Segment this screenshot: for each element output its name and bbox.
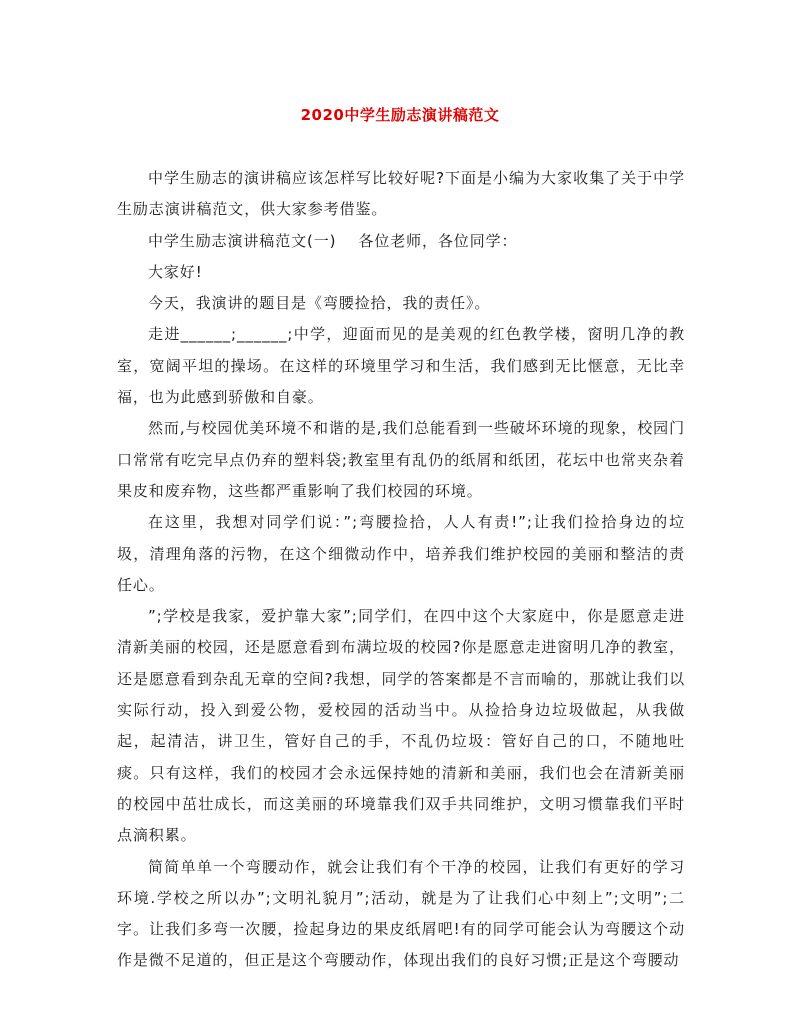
document-title: 2020中学生励志演讲稿范文 — [300, 106, 500, 124]
section-heading: 中学生励志演讲稿范文(一) — [148, 231, 337, 250]
paragraph-greeting: 大家好! — [148, 262, 203, 281]
paragraph-problem: 然而,与校园优美环境不和谐的是,我们总能看到一些破坏环境的现象，校园门口常常有吃完早点仍弃的塑料袋;教室里有乱仍的纸屑和纸团，花坛中也常夹杂着果皮和废弃物，这些都严重影响了我们校园的环境。 — [117, 419, 685, 500]
document-body — [117, 163, 685, 977]
paragraph-home: ”;学校是我家，爱护靠大家”;同学们，在四中这个大家庭中，你是愿意走进清新美丽的校园，还是愿意看到布满垃圾的校园?你是愿意走进窗明几净的教室，还是愿意看到杂乱无章的空间?我想，同学的答案都是不言而喻的，那就让我们以实际行动，投入到爱公物，爱校园的活动当中。从捡拾身边垃圾做起，从我做起，起清洁，讲卫生，管好自己的手，不乱仍垃圾：管好自己的口，不随地吐痰。只有这样，我们的校园才会永远保持她的清新和美丽，我们也会在清新美丽的校园中茁壮成长，而这美丽的环境靠我们双手共同维护，文明习惯靠我们平时点滴积累。 — [117, 607, 685, 845]
paragraph-intro: 中学生励志的演讲稿应该怎样写比较好呢?下面是小编为大家收集了关于中学生励志演讲稿范文，供大家参考借鉴。 — [117, 169, 685, 219]
paragraph-school: 走进______;______;中学，迎面而见的是美观的红色教学楼，窗明几净的教室，宽阔平坦的操场。在这样的环境里学习和生活，我们感到无比惬意，无比幸福，也为此感到骄傲和自豪。 — [117, 325, 685, 407]
paragraph-appeal: 在这里，我想对同学们说：”;弯腰捡拾，人人有责!”;让我们捡拾身边的垃圾，清理角落的污物，在这个细微动作中，培养我们维护校园的美丽和整洁的责任心。 — [117, 513, 685, 594]
paragraph-subtitle — [117, 226, 685, 257]
paragraph-bend: 简简单单一个弯腰动作，就会让我们有个干净的校园，让我们有更好的学习环境.学校之所以办”;文明礼貌月”;活动，就是为了让我们心中刻上”;文明”;二字。让我们多弯一次腰，捡起身边的果皮纸屑吧!有的同学可能会认为弯腰这个动作是微不足道的，但正是这个弯腰动作，体现出我们的良好习惯;正是这个弯腰动 — [117, 857, 685, 970]
paragraph-topic: 今天，我演讲的题目是《弯腰捡拾，我的责任》。 — [148, 294, 491, 313]
salutation: 各位老师，各位同学： — [358, 231, 518, 250]
